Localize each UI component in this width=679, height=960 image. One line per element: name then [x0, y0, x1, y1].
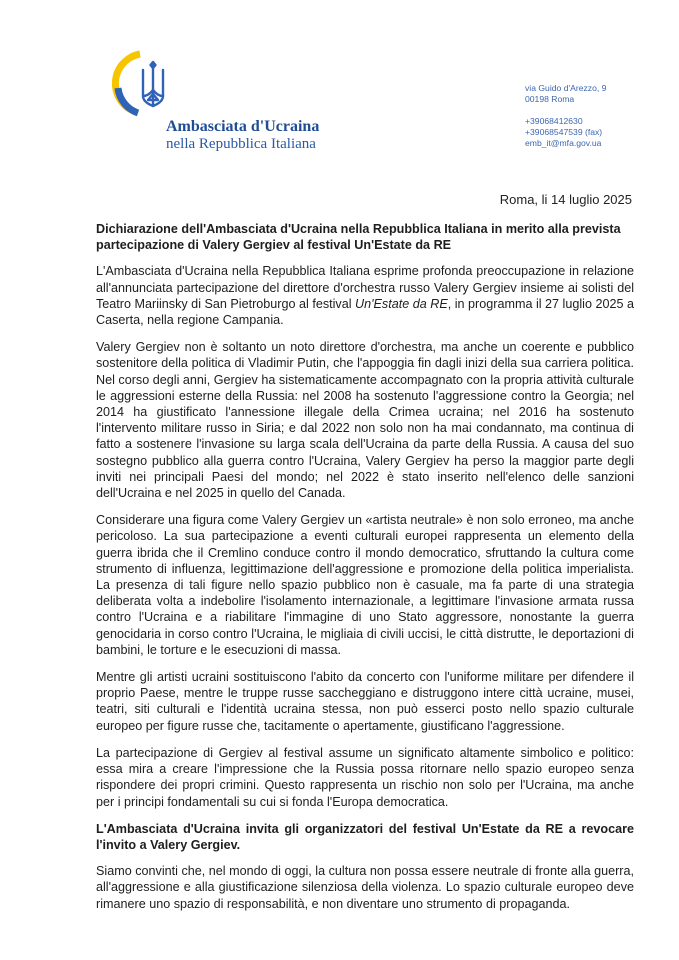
- embassy-name: Ambasciata d'Ucraina: [166, 118, 320, 135]
- embassy-subtitle: nella Repubblica Italiana: [166, 136, 316, 152]
- paragraph-1-part-2: , in programma il 27 luglio 2025 a Caserta, nella regione Campania.: [96, 296, 634, 328]
- contact-block: [525, 83, 606, 149]
- contact-spacer: [525, 105, 606, 116]
- flag-arc-icon: [115, 54, 140, 113]
- letter-body: [96, 221, 634, 912]
- paragraph-4: Mentre gli artisti ucraini sostituiscono l'abito da concerto con l'uniforme militare per difendere il proprio Paese, mentre le truppe russe saccheggiano e distruggono intere città ucraine, musei, teatri, siti culturali e l'identità ucraina stessa, non può esserci posto nello spazio culturale europeo per figure russe che, tacitamente o apertamente, giustificano l'aggressione.: [96, 670, 634, 733]
- letter-date: Roma, li 14 luglio 2025: [499, 192, 632, 207]
- trident-icon: [143, 62, 163, 106]
- paragraph-2: Valery Gergiev non è soltanto un noto direttore d'orchestra, ma anche un coerente e pubblico sostenitore della politica di Vladimir Putin, che l'appoggia fin dagli inizi della sua carriera politica. Nel corso degli anni, Gergiev ha sistematicamente accompagnato con la propria attività culturale le aggressioni esterne della Russia: nel 2008 ha sostenuto l'aggressione contro la Georgia; nel 2014 ha giustificato l'annessione illegale della Crimea ucraina; nel 2016 ha sostenuto l'intervento militare russo in Siria; e dal 2022 non solo non ha mai condannato, ma continua di fatto a sostenere l'invasione su larga scala dell'Ucraina da parte della Russia. A causa del suo sostegno pubblico alla guerra contro l'Ucraina, Valery Gergiev ha perso la maggior parte degli inviti nei principali Paesi del mondo; nel 2022 è stato inserito nell'elenco delle sanzioni dell'Ucraina e nel 2025 in quello del Canada.: [96, 340, 634, 501]
- call-to-action: L'Ambasciata d'Ucraina invita gli organizzatori del festival Un'Estate da RE a revocare l'invito a Valery Gergiev.: [96, 821, 634, 852]
- fax-number: +39068547539 (fax): [525, 127, 603, 137]
- address-line-2: 00198 Roma: [525, 94, 575, 104]
- address-line-1: via Guido d'Arezzo, 9: [525, 83, 607, 93]
- embassy-logo: [112, 50, 192, 118]
- phone-number: +39068412630: [525, 116, 583, 126]
- paragraph-3: Considerare una figura come Valery Gergiev un «artista neutrale» è non solo erroneo, ma anche pericoloso. La sua partecipazione a eventi culturali europei rappresenta un elemento della guerra ibrida che il Cremlino conduce contro il mondo democratico, sfruttando la cultura come strumento di influenza, legittimazione dell'aggressione e promozione della politica imperialista. La presenza di tali figure nello spazio pubblico non è casuale, ma fa parte di una strategia deliberata volta a indebolire l'isolamento internazionale, a legittimare l'invasione armata russa contro l'Ucraina e a riabilitare l'immagine di uno Stato aggressore, nonostante la guerra genocidaria in corso contro l'Ucraina, le migliaia di civili uccisi, le città distrutte, le deportazioni di bambini, le torture e le esecuzioni di massa.: [96, 513, 634, 657]
- paragraph-1-part-1: L'Ambasciata d'Ucraina nella Repubblica Italiana esprime profonda preoccupazione in relazione all'annunciata partecipazione del direttore d'orchestra russo Valery Gergiev insieme ai solisti del Teatro Mariinsky di San Pietroburgo al festival: [96, 264, 634, 311]
- paragraph-1: [96, 263, 634, 328]
- festival-name: Un'Estate da RE: [355, 296, 448, 311]
- statement-title: Dichiarazione dell'Ambasciata d'Ucraina nella Repubblica Italiana in merito alla prevista partecipazione di Valery Gergiev al festival Un'Estate da RE: [96, 222, 621, 253]
- paragraph-6: Siamo convinti che, nel mondo di oggi, la cultura non possa essere neutrale di fronte alla guerra, all'aggressione e alla giustificazione silenziosa della violenza. Lo spazio culturale europeo deve rimanere uno spazio di responsabilità, e non diventare uno strumento di propaganda.: [96, 864, 634, 911]
- email-address: emb_it@mfa.gov.ua: [525, 138, 602, 148]
- paragraph-5: La partecipazione di Gergiev al festival assume un significato altamente simbolico e politico: essa mira a creare l'impressione che la Russia possa ritornare nello spazio europeo senza rispondere dei propri crimini. Questo rappresenta un rischio non solo per l'Ucraina, ma anche per i principi fondamentali su cui si fonda l'Europa democratica.: [96, 745, 634, 809]
